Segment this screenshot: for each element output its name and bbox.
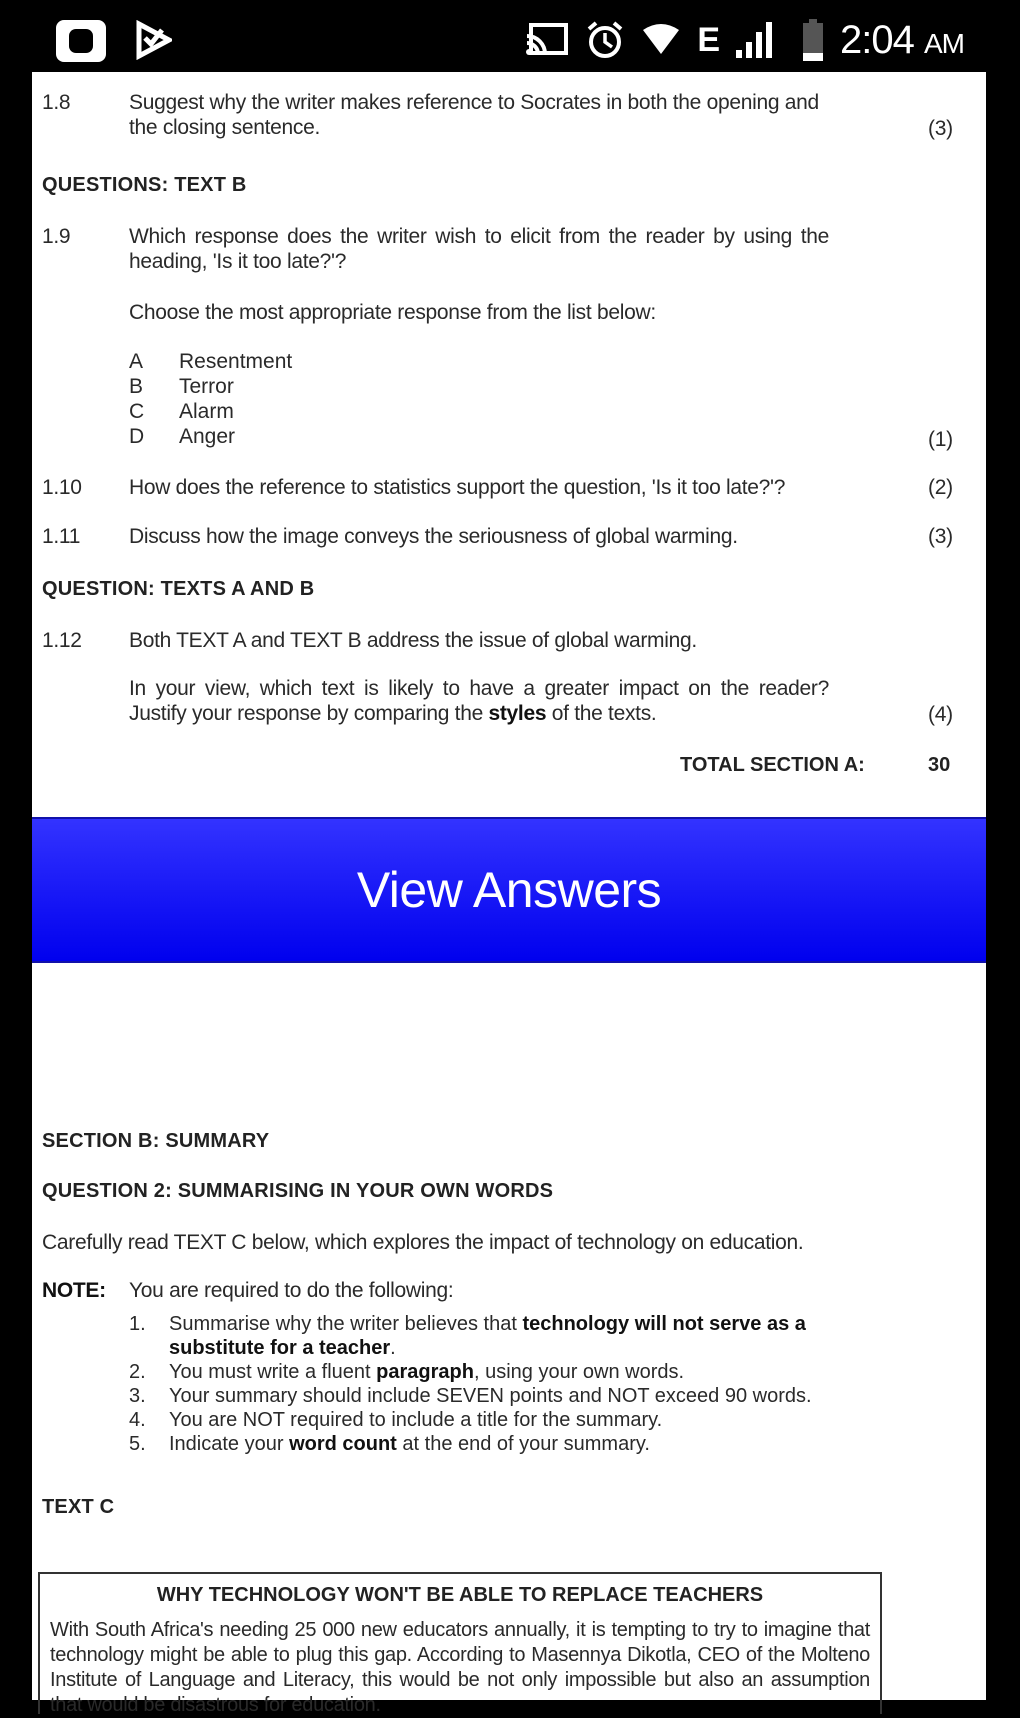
option-b: B Terror	[129, 375, 234, 398]
list-item: 4. You are NOT required to include a title for the summary.	[129, 1409, 663, 1431]
option-d: D Anger	[129, 425, 236, 448]
text-c-title: WHY TECHNOLOGY WON'T BE ABLE TO REPLACE TEACHERS	[156, 1584, 764, 1606]
list-item: 3. Your summary should include SEVEN points and NOT exceed 90 words.	[129, 1385, 812, 1407]
text-c-body: With South Africa's needing 25 000 new educators annually, it is tempting to try to imagine that technology might be able to plug this gap. According to Masennya Dikotla, CEO of the Molteno Institute of Language and Literacy, this would be not only impossible but also an assumption that would be disastrous for education.	[50, 1619, 870, 1716]
heading-section-b: SECTION B: SUMMARY	[42, 1130, 270, 1152]
marks: (3)	[928, 117, 953, 140]
marks: (2)	[928, 476, 953, 499]
network-type: E	[697, 20, 721, 59]
signal-icon	[736, 22, 772, 58]
list-item: 5. Indicate your word count at the end of your summary.	[129, 1433, 650, 1455]
marks: (4)	[928, 703, 953, 726]
list-item: 2. You must write a fluent paragraph, using your own words.	[129, 1361, 685, 1383]
battery-icon	[802, 19, 824, 61]
heading-text-c: TEXT C	[42, 1496, 115, 1518]
heading-question-2: QUESTION 2: SUMMARISING IN YOUR OWN WORDS	[42, 1180, 554, 1202]
app-notification-icon	[56, 20, 106, 62]
wifi-icon	[641, 22, 681, 58]
section-b-intro: Carefully read TEXT C below, which explores the impact of technology on education.	[42, 1231, 804, 1254]
list-item: 1. Summarise why the writer believes that technology will not serve as a substitute for a teacher.	[129, 1313, 806, 1359]
option-a: A Resentment	[129, 350, 293, 373]
total-section-a-label: TOTAL SECTION A:	[680, 754, 865, 776]
alarm-icon	[585, 20, 625, 60]
total-section-a-value: 30	[928, 754, 951, 776]
heading-questions-text-b: QUESTIONS: TEXT B	[42, 174, 247, 196]
heading-texts-a-and-b: QUESTION: TEXTS A AND B	[42, 578, 315, 600]
instruction-list	[129, 1312, 849, 1456]
clock: 2:04 AM	[840, 17, 964, 62]
option-c: C Alarm	[129, 400, 234, 423]
status-bar	[0, 0, 1020, 70]
view-answers-button[interactable]: View Answers	[32, 817, 986, 963]
marks: (3)	[928, 525, 953, 548]
check-notification-icon	[136, 20, 172, 60]
document-page: 1.8 Suggest why the writer makes reference to Socrates in both the opening and the closing sentence. (3) QUESTIONS: TEXT B 1.9 Which response does the writer wish to elicit from the reader by using the heading, 'Is it too late?'? Choose the most appropriate response from the list below: A Resentment B Terror C Alarm D Anger (1) 1.10 How does the reference to statistics support the question, 'Is it too late?'? (2) 1.11 Discuss how the image conveys the seriousness of global warming. (3) QUESTION: TEXTS A AND B 1.12 Both TEXT A and TEXT B address the issue of global warming. In your view, which text is likely to have a greater impact on the reader? Justify your response by comparing the styles of the texts. (4) TOTAL SECTION A: 30 View Answers SECTION B: SUMMARY QUESTION 2: SUMMARISING IN YOUR OWN WORDS Carefully read TEXT C below, which explores the impact of technology on education. NOTE: You are required to do the following: 1. Summarise why the writer believes that technology will not serve as a substitute for a teacher. 2. You must write a fluent paragraph, using your own words. 3. Your summary should include SEVEN points and NOT exceed 90 words. 4. You are NOT required to include a title for the summary. 5. Indicate your word count at the end of your summary. TEXT C WHY TECHNOLOGY WON'T BE ABLE TO REPLACE TEACHERS With South Africa's needing 25 000 new educators annually, it is tempting to try to imagine that technology might be able to plug this gap. According to Masennya Dikotla, CEO of the Molteno Institute of Language and Literacy, this would be not only impossible but also an assumption that would be disastrous for education.	[32, 72, 986, 1700]
text-c-box	[38, 1572, 882, 1714]
cast-icon	[525, 22, 569, 58]
marks: (1)	[928, 428, 953, 451]
